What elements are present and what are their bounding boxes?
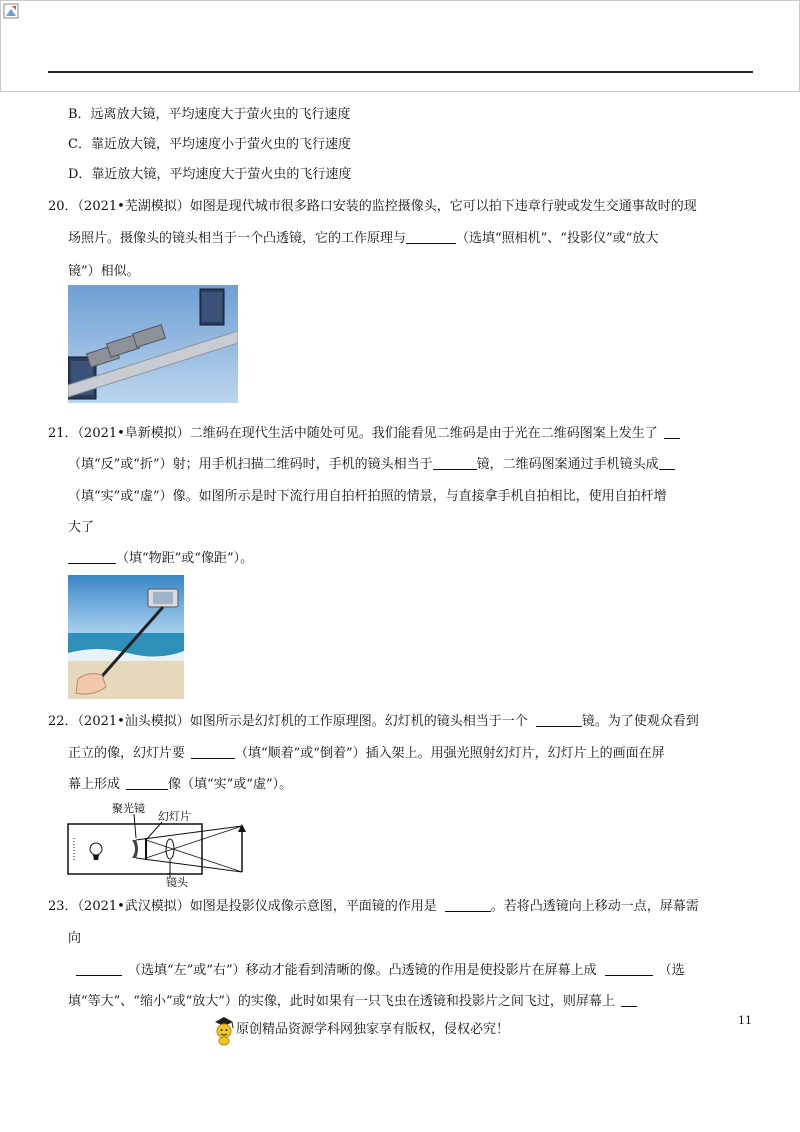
q21-text: 镜，二维码图案通过手机镜头成: [476, 457, 659, 472]
q23-answer-blank: [76, 961, 122, 976]
q20-line1: 20．（2021•芜湖模拟）如图是现代城市很多路口安装的监控摄像头，它可以拍下违章行驶或发生交通事故时的现: [48, 199, 697, 214]
q21-line1: [48, 424, 680, 444]
q21-answer-blank: [68, 549, 116, 564]
q21-text: 21．（2021•阜新模拟）二维码在现代生活中随处可见。我们能看见二维码是由于光在二维码图案上发生了: [48, 426, 658, 441]
q23-line3: [76, 961, 685, 981]
q21-text: （填“反”或“折”）射；用手机扫描二维码时，手机的镜头相当于: [68, 457, 433, 472]
broken-image-icon: [3, 3, 19, 19]
q23-text: 23．（2021•武汉模拟）如图是投影仪成像示意图，平面镜的作用是: [48, 899, 437, 914]
q21-line2: [68, 455, 675, 475]
q22-line1: [48, 712, 699, 732]
q22-text: 像（填“实”或“虚”）。: [168, 777, 293, 792]
q23-text: 。若将凸透镜向上移动一点，屏幕需: [490, 899, 699, 914]
q21-answer-blank: [664, 424, 680, 439]
q23-answer-blank: [445, 897, 491, 912]
option-b: B．远离放大镜，平均速度大于萤火虫的飞行速度: [68, 107, 351, 122]
q21-line5: [68, 549, 253, 569]
option-d: D．靠近放大镜，平均速度大于萤火虫的飞行速度: [68, 167, 352, 182]
page-number: 11: [738, 1014, 752, 1027]
slide-projector-diagram: [66, 798, 252, 890]
q22-text: 幕上形成: [68, 777, 121, 792]
header-frame: [0, 0, 800, 92]
q20-line3: 镜”）相似。: [68, 264, 140, 279]
q21-line3: （填“实”或“虚”）像。如图所示是时下流行用自拍杆拍照的情景，与直接拿手机自拍相比，使用自拍杆增: [68, 489, 667, 504]
q20-text: 场照片。摄像头的镜头相当于一个凸透镜，它的工作原理与: [68, 231, 407, 246]
condenser-label: 聚光镜: [112, 802, 145, 815]
q22-text: 正立的像，幻灯片要: [68, 746, 186, 761]
footer-copyright: [210, 1018, 509, 1037]
q21-answer-blank: [433, 455, 477, 470]
q23-text: 填“等大”、“缩小”或“放大”）的实像，此时如果有一只飞虫在透镜和投影片之间飞过，则屏幕上: [68, 994, 615, 1009]
q22-text: 22．（2021•汕头模拟）如图所示是幻灯机的工作原理图。幻灯机的镜头相当于一个: [48, 714, 528, 729]
q22-text: （填“顺着”或“倒着”）插入架上。用强光照射幻灯片，幻灯片上的画面在屏: [235, 746, 665, 761]
q22-answer-blank: [536, 712, 582, 727]
q23-line1: [48, 897, 699, 917]
option-c: C．靠近放大镜，平均速度小于萤火虫的飞行速度: [68, 137, 351, 152]
q22-answer-blank: [191, 744, 235, 759]
q21-line4: 大了: [68, 520, 95, 535]
q23-answer-blank: [621, 992, 637, 1007]
selfie-stick-photo: [68, 575, 184, 699]
surveillance-camera-photo: [68, 285, 238, 403]
q23-line4: [68, 992, 637, 1012]
q23-text: （选填“左”或“右”）移动才能看到清晰的像。凸透镜的作用是使投影片在屏幕上成: [128, 963, 597, 978]
q23-line2: 向: [68, 931, 82, 946]
q22-line3: [68, 775, 292, 795]
slide-label: 幻灯片: [158, 810, 191, 823]
q20-answer-blank: [406, 229, 456, 244]
header-rule: [48, 71, 753, 73]
q23-answer-blank: [605, 961, 653, 976]
footer-text: 原创精品资源学科网独家享有版权，侵权必究！: [236, 1022, 510, 1037]
q22-text: 镜。为了使观众看到: [581, 714, 699, 729]
q21-answer-blank: [659, 455, 675, 470]
lens-label: 镜头: [166, 876, 188, 889]
q22-line2: [68, 744, 665, 764]
q23-text: （选: [658, 963, 685, 978]
q21-text: （填“物距”或“像距”）。: [116, 551, 254, 566]
q20-text: （选填“照相机”、“投影仪”或“放大: [456, 231, 659, 246]
q22-answer-blank: [126, 775, 168, 790]
q20-line2: [68, 229, 658, 249]
